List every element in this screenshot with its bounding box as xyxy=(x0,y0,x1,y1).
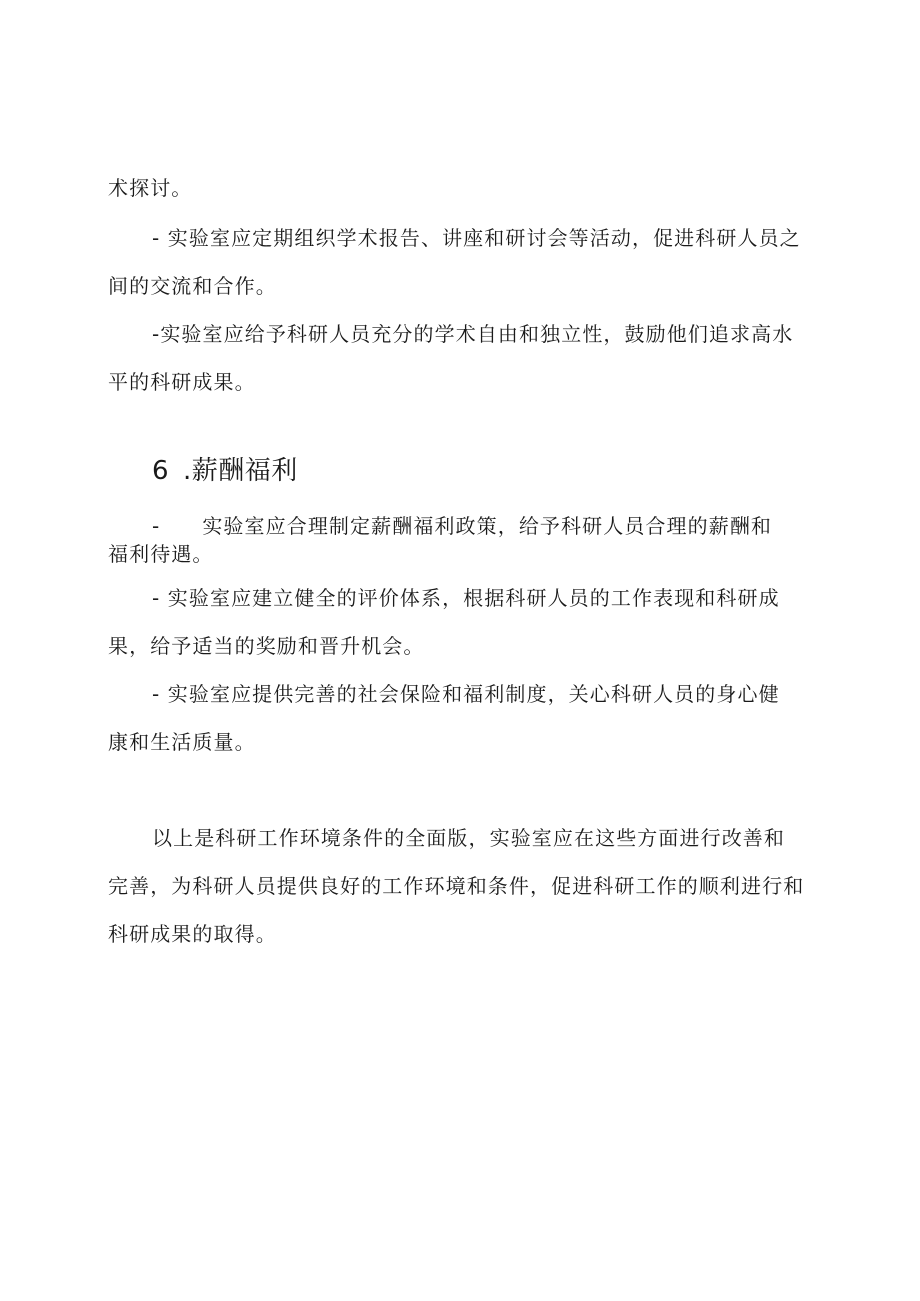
intro-para2-line2: 平的科研成果。 xyxy=(108,370,256,394)
section-number: 6 xyxy=(152,456,170,486)
conclusion-line2: 完善，为科研人员提供良好的工作环境和条件，促进科研工作的顺利进行和 xyxy=(108,874,805,898)
intro-para1-line1: - 实验室应定期组织学术报告、讲座和研讨会等活动，促进科研人员之 xyxy=(152,226,801,250)
intro-para1-line2: 间的交流和合作。 xyxy=(108,274,277,298)
item3-line1: - 实验室应提供完善的社会保险和福利制度，关心科研人员的身心健 xyxy=(152,682,780,706)
item3-line2: 康和生活质量。 xyxy=(108,730,256,754)
section-heading xyxy=(152,454,298,488)
section-title: .薪酬福利 xyxy=(183,456,298,486)
item2-line1: - 实验室应建立健全的评价体系，根据科研人员的工作表现和科研成 xyxy=(152,586,780,610)
item1-dash: - xyxy=(152,514,161,538)
conclusion-line1: 以上是科研工作环境条件的全面版，实验室应在这些方面进行改善和 xyxy=(152,826,785,850)
intro-line: 术探讨。 xyxy=(108,176,193,200)
item2-line2: 果，给予适当的奖励和晋升机会。 xyxy=(108,634,425,658)
intro-para2-line1: -实验室应给予科研人员充分的学术自由和独立性，鼓励他们追求高水 xyxy=(152,322,794,346)
item1-line1 xyxy=(152,512,772,540)
item1-text: 实验室应合理制定薪酬福利政策，给予科研人员合理的薪酬和 xyxy=(202,514,773,538)
conclusion-line3: 科研成果的取得。 xyxy=(108,922,277,946)
item1-line2: 福利待遇。 xyxy=(108,542,214,566)
